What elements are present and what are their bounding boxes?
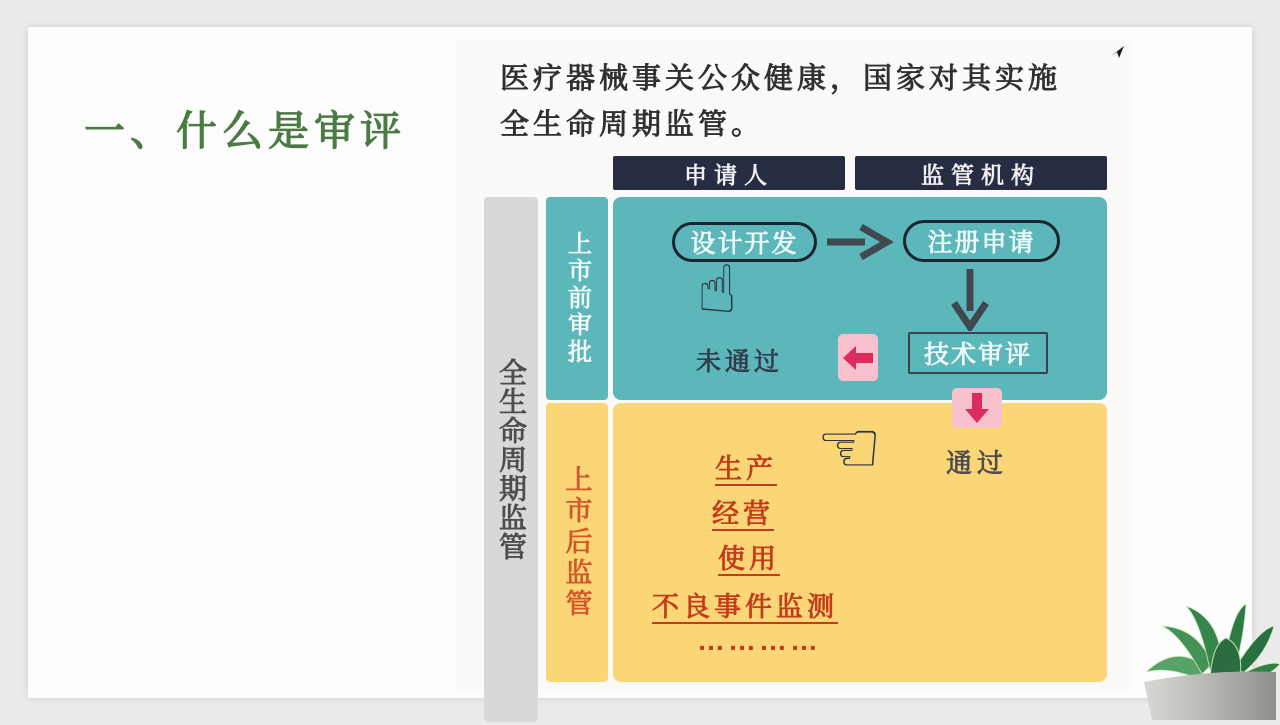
- arrow-down-pink-icon: [952, 388, 1002, 428]
- lifecycle-diagram: [455, 40, 1131, 690]
- slide: [28, 27, 1252, 698]
- postmarket-panel: [613, 403, 1107, 682]
- arrow-right-icon: [823, 221, 893, 263]
- mouse-cursor-icon: [1110, 44, 1126, 60]
- header-regulator: 监管机构: [855, 156, 1107, 190]
- lifecycle-label: 全生命周期监管: [484, 197, 538, 722]
- passed-label: 通过: [946, 448, 1009, 478]
- ellipsis-label: …………: [697, 625, 821, 656]
- postmarket-label: 上市后监管: [546, 403, 608, 682]
- postmarket-item-adverse-events: 不良事件监测: [652, 592, 838, 622]
- intro-text-line2: 全生命周期监管。: [500, 109, 765, 141]
- succulent-plant-image: [1140, 584, 1280, 720]
- arrow-down-icon: [951, 267, 989, 331]
- technical-review-box: 技术审评: [908, 332, 1048, 374]
- premarket-label: 上市前审批: [546, 197, 608, 400]
- hand-left-icon: ☜: [816, 405, 883, 491]
- intro-text-line1: 医疗器械事关公众健康，国家对其实施: [500, 63, 1062, 95]
- hand-up-icon: ☝: [697, 251, 738, 328]
- page-title: 一、什么是审评: [84, 108, 406, 154]
- design-development-box: 设计开发: [672, 222, 817, 262]
- arrow-left-pink-icon: [838, 334, 878, 381]
- premarket-panel: [613, 197, 1107, 400]
- postmarket-item-use: 使用: [718, 544, 780, 574]
- postmarket-item-production: 生产: [715, 454, 777, 484]
- postmarket-item-operation: 经营: [712, 499, 774, 529]
- registration-application-box: 注册申请: [903, 220, 1060, 262]
- not-passed-label: 未通过: [696, 348, 784, 376]
- header-applicant: 申请人: [613, 156, 845, 190]
